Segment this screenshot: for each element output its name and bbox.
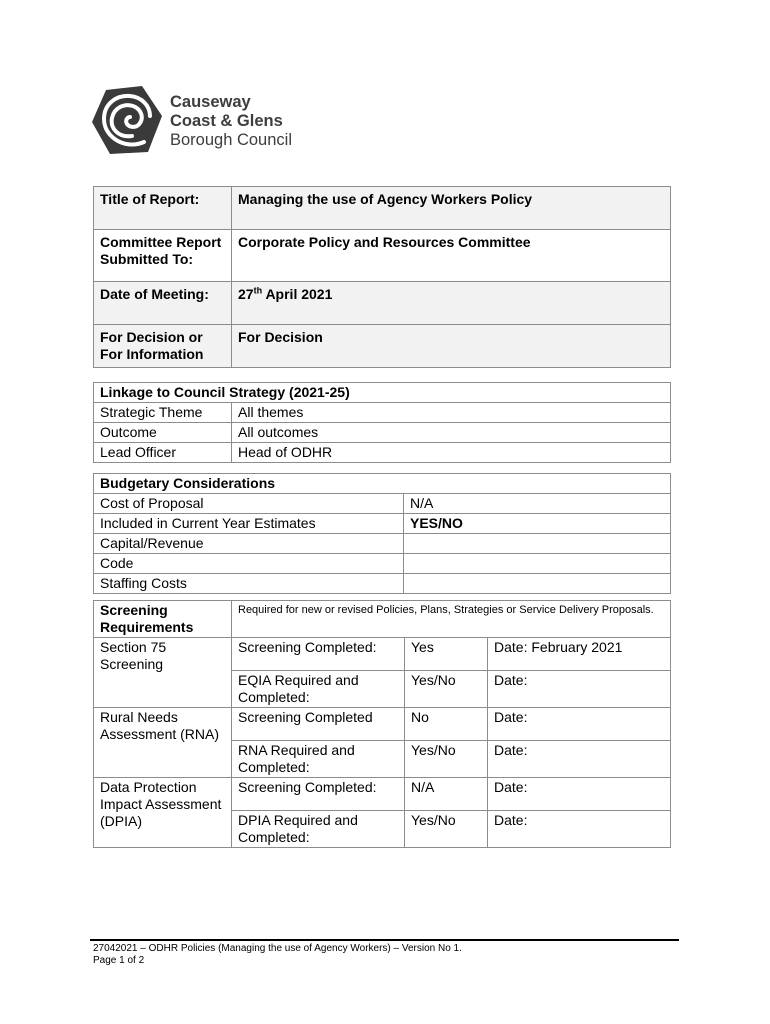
rna-label: Rural Needs Assessment (RNA) xyxy=(94,708,232,778)
budget-value xyxy=(404,554,671,574)
meeting-month-year: April 2021 xyxy=(262,286,333,302)
committee-label: Committee Report Submitted To: xyxy=(94,230,232,282)
screening-date: Date: xyxy=(488,778,671,811)
table-row xyxy=(94,514,671,534)
table-row xyxy=(94,778,671,811)
table-row xyxy=(94,383,671,403)
screening-date: Date: xyxy=(488,708,671,741)
screening-item: DPIA Required and Completed: xyxy=(232,811,405,848)
linkage-value: All themes xyxy=(232,403,671,423)
screening-status: Yes/No xyxy=(405,671,488,708)
budget-label: Capital/Revenue xyxy=(94,534,404,554)
section75-label: Section 75 Screening xyxy=(94,638,232,708)
linkage-label: Lead Officer xyxy=(94,443,232,463)
screening-status: No xyxy=(405,708,488,741)
linkage-label: Strategic Theme xyxy=(94,403,232,423)
logo-line1: Causeway xyxy=(170,93,251,111)
screening-item: Screening Completed: xyxy=(232,778,405,811)
table-row xyxy=(94,443,671,463)
meeting-date-value xyxy=(232,282,671,325)
decision-value: For Decision xyxy=(232,325,671,368)
council-logo xyxy=(92,86,322,156)
budget-label: Included in Current Year Estimates xyxy=(94,514,404,534)
table-row xyxy=(94,601,671,638)
budget-heading: Budgetary Considerations xyxy=(94,474,671,494)
decision-label: For Decision or For Information xyxy=(94,325,232,368)
footer-divider xyxy=(90,939,679,941)
budget-value: N/A xyxy=(404,494,671,514)
screening-date: Date: xyxy=(488,741,671,778)
screening-date: Date: February 2021 xyxy=(488,638,671,671)
screening-table xyxy=(93,600,671,848)
screening-item: EQIA Required and Completed: xyxy=(232,671,405,708)
table-row xyxy=(94,423,671,443)
dpia-label: Data Protection Impact Assessment (DPIA) xyxy=(94,778,232,848)
budget-label: Staffing Costs xyxy=(94,574,404,594)
committee-value: Corporate Policy and Resources Committee xyxy=(232,230,671,282)
linkage-table xyxy=(93,382,671,463)
linkage-value: All outcomes xyxy=(232,423,671,443)
report-details-table xyxy=(93,186,671,368)
screening-status: Yes xyxy=(405,638,488,671)
table-row xyxy=(94,187,671,230)
table-row xyxy=(94,554,671,574)
linkage-label: Outcome xyxy=(94,423,232,443)
budget-label: Code xyxy=(94,554,404,574)
screening-note: Required for new or revised Policies, Plans, Strategies or Service Delivery Proposals. xyxy=(232,601,671,638)
table-row xyxy=(94,230,671,282)
page-footer xyxy=(93,943,462,967)
screening-item: RNA Required and Completed: xyxy=(232,741,405,778)
logo-line3: Borough Council xyxy=(170,131,292,149)
table-row xyxy=(94,708,671,741)
screening-date: Date: xyxy=(488,811,671,848)
spiral-logo-icon xyxy=(92,86,164,156)
table-row xyxy=(94,494,671,514)
screening-status: Yes/No xyxy=(405,741,488,778)
screening-item: Screening Completed xyxy=(232,708,405,741)
budget-value xyxy=(404,534,671,554)
linkage-heading: Linkage to Council Strategy (2021-25) xyxy=(94,383,671,403)
logo-line2: Coast & Glens xyxy=(170,112,283,130)
linkage-value: Head of ODHR xyxy=(232,443,671,463)
title-value: Managing the use of Agency Workers Policy xyxy=(232,187,671,230)
table-row xyxy=(94,282,671,325)
budget-label: Cost of Proposal xyxy=(94,494,404,514)
screening-heading: Screening Requirements xyxy=(94,601,232,638)
table-row xyxy=(94,325,671,368)
title-label: Title of Report: xyxy=(94,187,232,230)
screening-status: N/A xyxy=(405,778,488,811)
table-row xyxy=(94,534,671,554)
table-row xyxy=(94,638,671,671)
meeting-day: 27 xyxy=(238,286,254,302)
meeting-day-suffix: th xyxy=(253,285,263,296)
table-row xyxy=(94,474,671,494)
table-row xyxy=(94,574,671,594)
budget-value xyxy=(404,574,671,594)
table-row xyxy=(94,403,671,423)
screening-date: Date: xyxy=(488,671,671,708)
footer-reference: 27042021 – ODHR Policies (Managing the use of Agency Workers) – Version No 1. xyxy=(93,943,462,954)
meeting-date-label: Date of Meeting: xyxy=(94,282,232,325)
budget-value: YES/NO xyxy=(404,514,671,534)
screening-item: Screening Completed: xyxy=(232,638,405,671)
budget-table xyxy=(93,473,671,594)
screening-status: Yes/No xyxy=(405,811,488,848)
page-number: Page 1 of 2 xyxy=(93,955,145,966)
